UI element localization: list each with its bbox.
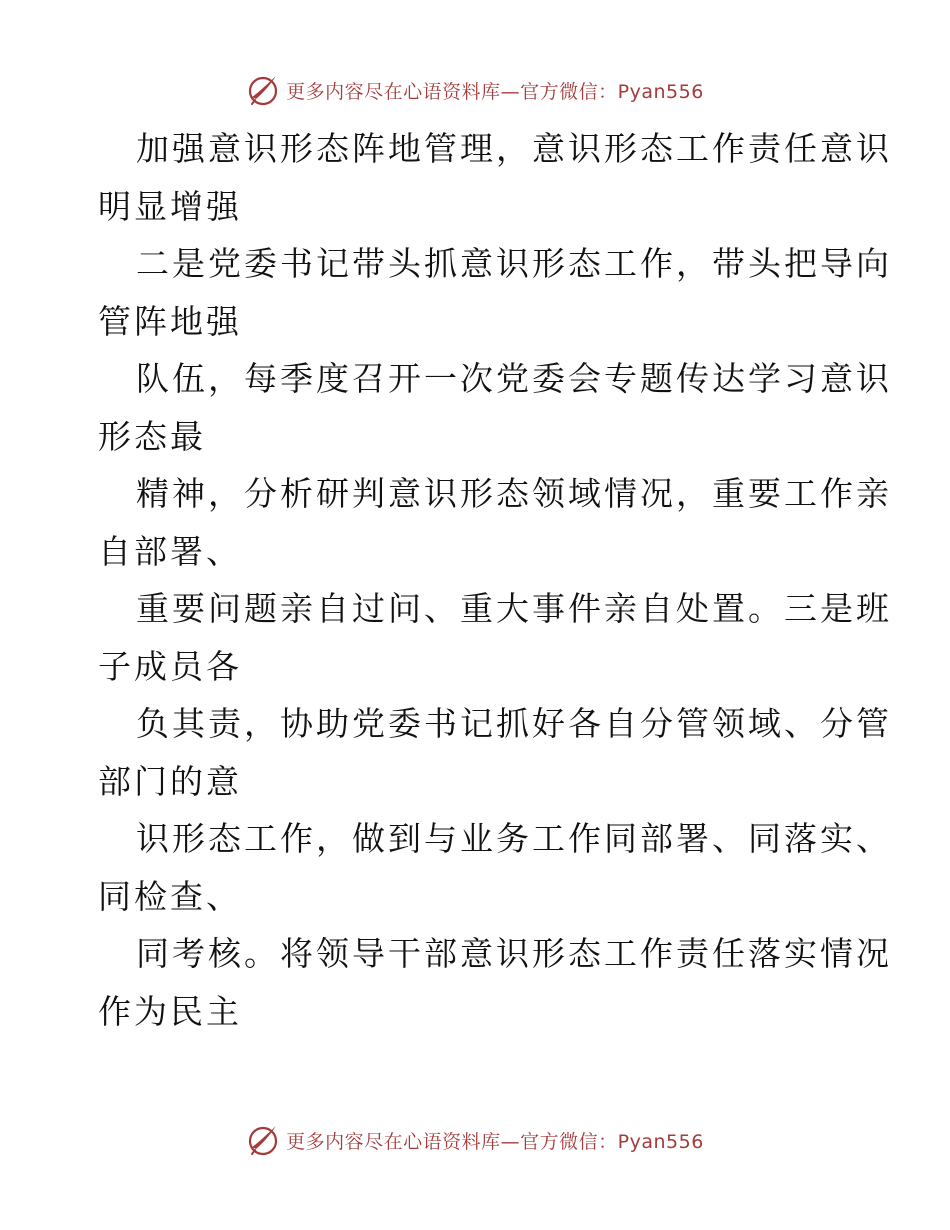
body-line: 明显增强 (98, 186, 242, 226)
header-banner (0, 70, 950, 110)
body-line: 部门的意 (98, 761, 242, 801)
body-line: 形态最 (98, 416, 206, 456)
body-line: 子成员各 (98, 646, 242, 686)
body-line: 负其责，协助党委书记抓好各自分管领域、分管 (136, 704, 892, 743)
body-line: 识形态工作，做到与业务工作同部署、同落实、 (136, 819, 892, 858)
header-banner-text: 更多内容尽在心语资料库—官方微信：Pyan556 (286, 80, 704, 103)
body-line: 自部署、 (98, 531, 242, 571)
body-line: 同检查、 (98, 876, 242, 916)
body-line: 作为民主 (98, 991, 242, 1031)
footer-banner-text: 更多内容尽在心语资料库—官方微信：Pyan556 (286, 1130, 704, 1153)
body-line: 精神，分析研判意识形态领域情况，重要工作亲 (136, 474, 892, 513)
body-line: 管阵地强 (98, 301, 242, 341)
footer-banner (0, 1120, 950, 1160)
body-text (98, 120, 892, 1040)
body-line: 加强意识形态阵地管理，意识形态工作责任意识 (136, 129, 892, 168)
body-line: 同考核。将领导干部意识形态工作责任落实情况 (136, 934, 892, 973)
quill-pen-logo-icon (246, 1123, 280, 1157)
body-line: 二是党委书记带头抓意识形态工作，带头把导向 (136, 244, 892, 283)
quill-pen-logo-icon (246, 73, 280, 107)
body-line: 队伍，每季度召开一次党委会专题传达学习意识 (136, 359, 892, 398)
body-line: 重要问题亲自过问、重大事件亲自处置。三是班 (136, 589, 892, 628)
